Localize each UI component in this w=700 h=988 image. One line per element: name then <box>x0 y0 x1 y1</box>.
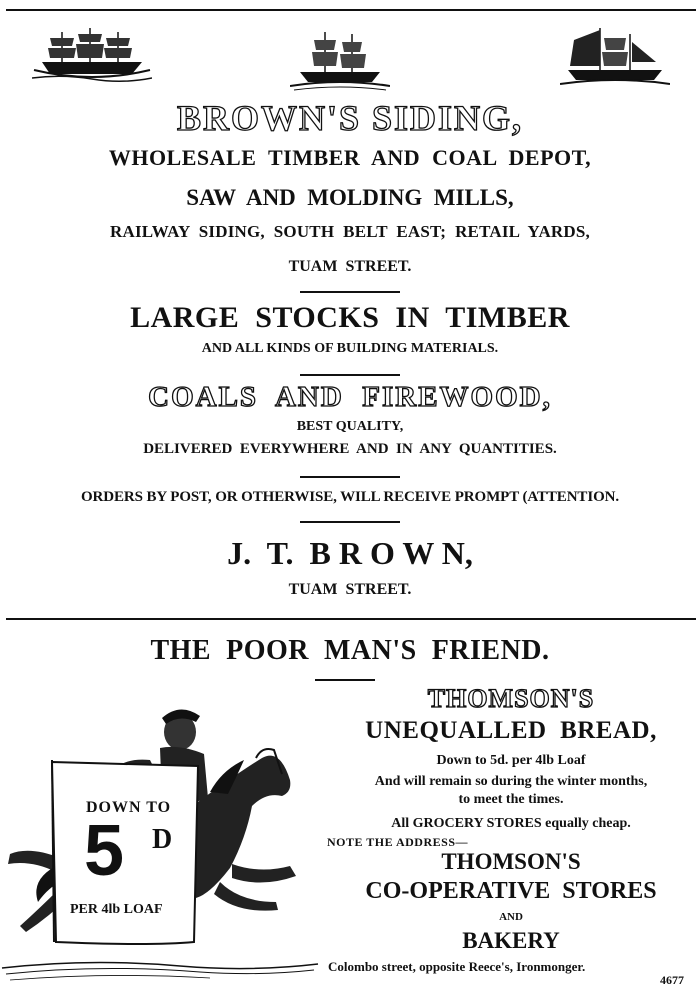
top-rule <box>6 9 696 11</box>
sailing-ship-illustration-center <box>290 28 390 92</box>
building-materials-line: AND ALL KINDS OF BUILDING MATERIALS. <box>201 341 499 356</box>
orders-by-post-line: ORDERS BY POST, OR OTHERWISE, WILL RECEIVE PROMPT (ATTENTION. <box>80 489 620 505</box>
large-stocks-heading: LARGE STOCKS IN TIMBER <box>130 301 570 334</box>
wholesale-depot-line: WHOLESALE TIMBER AND COAL DEPOT, <box>108 145 592 170</box>
divider-4 <box>300 521 400 523</box>
divider-1 <box>300 291 400 293</box>
proprietor-name: J. T. B R O W N, <box>227 535 473 571</box>
co-operative-stores: CO-OPERATIVE STORES <box>365 878 657 904</box>
banner-down-to: DOWN TO <box>86 799 172 816</box>
thomsons-title: THOMSON'S <box>427 684 595 713</box>
note-address-line: NOTE THE ADDRESS— <box>327 835 468 849</box>
coals-firewood-heading: COALS AND FIREWOOD, <box>148 381 552 413</box>
banner-five: 5 <box>84 811 125 891</box>
divider-5 <box>315 679 375 681</box>
banner-d: D <box>152 824 173 855</box>
saw-mills-line: SAW AND MOLDING MILLS, <box>186 185 514 210</box>
railway-siding-line: RAILWAY SIDING, SOUTH BELT EAST; RETAIL YARDS, <box>110 222 590 241</box>
best-quality-line: BEST QUALITY, <box>296 419 404 434</box>
meet-the-times-line: to meet the times. <box>458 792 564 807</box>
tuam-street-line-1: TUAM STREET. <box>288 258 412 275</box>
sailing-ship-illustration-left <box>32 24 152 84</box>
tuam-street-line-2: TUAM STREET. <box>288 581 412 598</box>
divider-3 <box>300 476 400 478</box>
grocery-stores-line: All GROCERY STORES equally cheap. <box>391 816 631 831</box>
sailing-ship-illustration-right <box>560 26 670 90</box>
price-line: Down to 5d. per 4lb Loaf <box>436 753 586 768</box>
browns-siding-title: BROWN'S SIDING, <box>176 98 524 138</box>
and-word: AND <box>499 911 523 923</box>
unequalled-bread-heading: UNEQUALLED BREAD, <box>365 717 657 744</box>
colombo-street-address: Colombo street, opposite Reece's, Ironmonger. <box>328 959 586 974</box>
poor-mans-friend-headline: THE POOR MAN'S FRIEND. <box>150 635 550 666</box>
bakery-word: BAKERY <box>462 928 560 953</box>
delivered-line: DELIVERED EVERYWHERE AND IN ANY QUANTITIES. <box>143 441 557 457</box>
winter-months-line: And will remain so during the winter months, <box>374 774 648 789</box>
ad-reference-number: 4677 <box>660 973 684 987</box>
banner-per-loaf: PER 4lb LOAF <box>70 902 163 917</box>
divider-2 <box>300 374 400 376</box>
section-rule <box>6 618 696 620</box>
stores-thomsons-name: THOMSON'S <box>441 849 581 874</box>
